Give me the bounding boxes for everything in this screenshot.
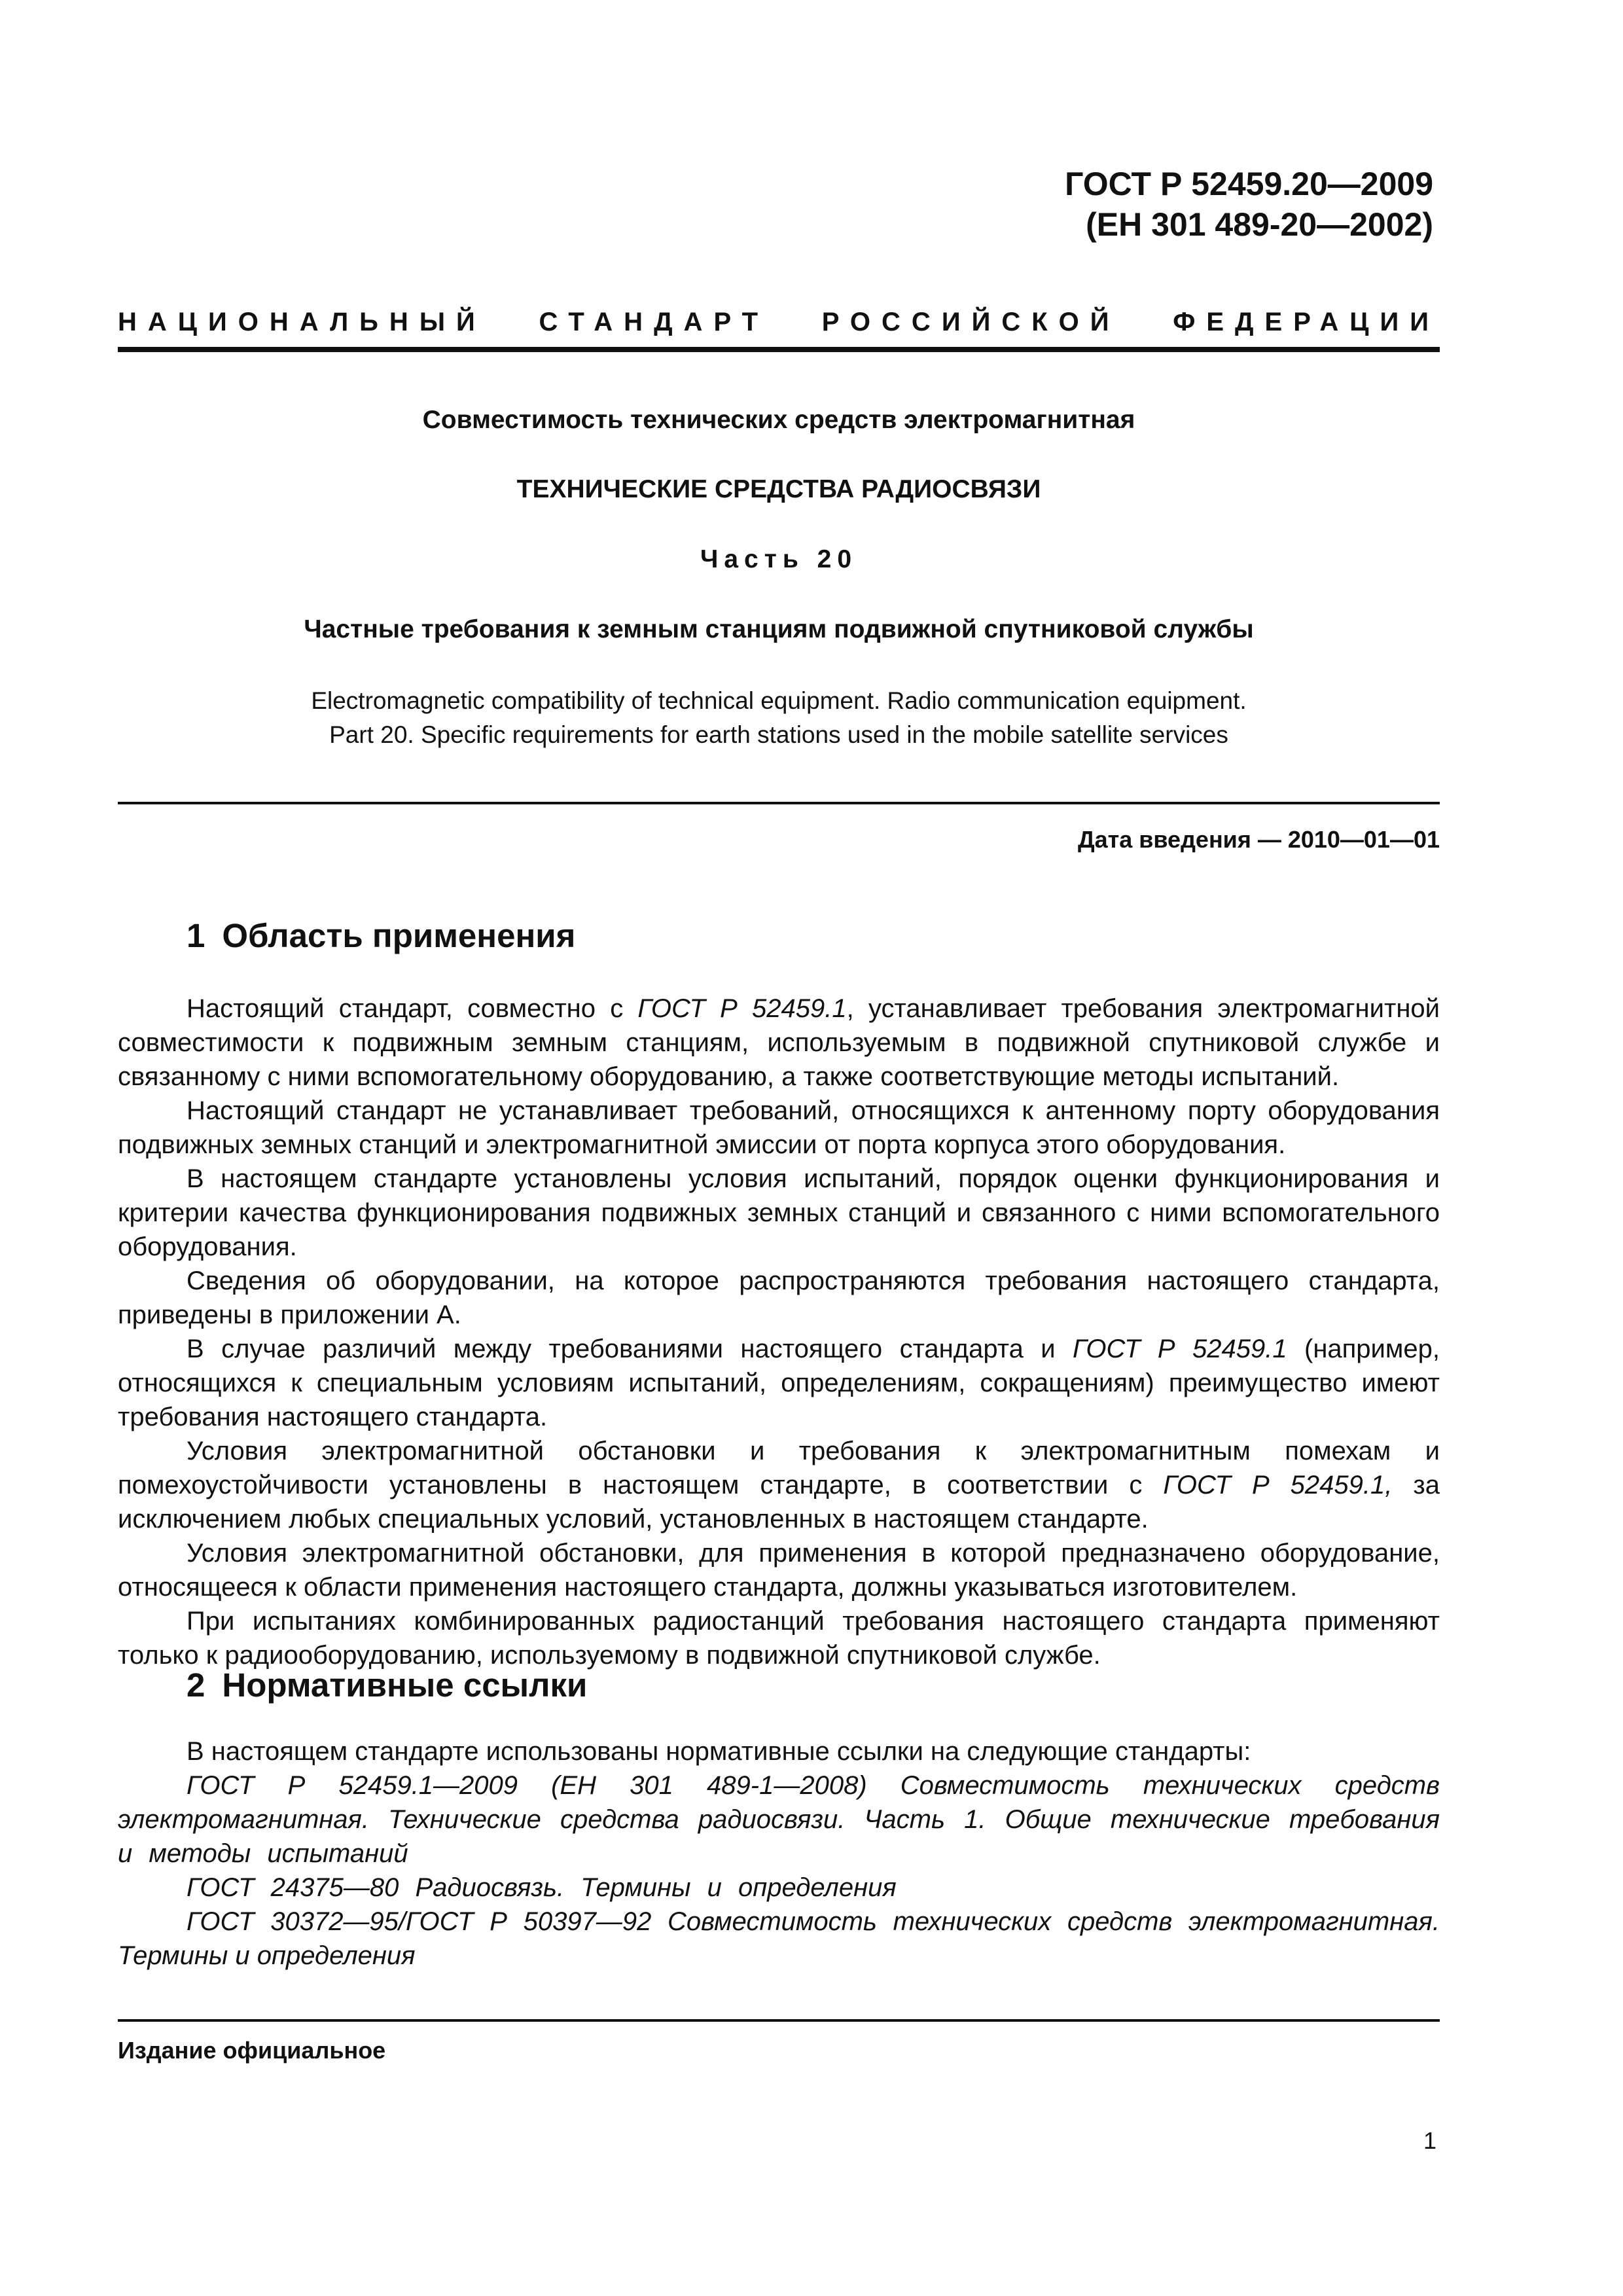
- national-standard-heading: [118, 308, 1440, 337]
- normative-reference: ГОСТ 30372—95/ГОСТ Р 50397—92 Совместимость технических средств электромагнитная. Термины и определения: [118, 1907, 1440, 1970]
- standard-reference: ГОСТ Р 52459.1,: [1163, 1471, 1393, 1499]
- national-word: СТАНДАРТ: [539, 308, 770, 336]
- title-part: Часть 20: [700, 545, 858, 573]
- title-english-line: Part 20. Specific requirements for earth stations used in the mobile satellite services: [329, 721, 1228, 748]
- standard-reference: ГОСТ Р 52459.1: [1072, 1335, 1287, 1363]
- paragraph: В настоящем стандарте использованы нормативные ссылки на следующие стандарты:: [187, 1737, 1251, 1766]
- page-number: 1: [1423, 2127, 1436, 2154]
- normative-reference: ГОСТ 24375—80 Радиосвязь. Термины и определения: [187, 1873, 897, 1902]
- paragraph: При испытаниях комбинированных радиостанций требования настоящего стандарта применяют только к радиооборудованию, используемому в подвижной спутниковой службе.: [118, 1607, 1440, 1670]
- paragraph: Настоящий стандарт, совместно с ГОСТ Р 52459.1, устанавливает требования электромагнитной совместимости к подвижным земным станциям, используемым в подвижной спутниковой службе и связанному с ними вспомогательному оборудованию, а также соответствующие методы испытаний.: [118, 994, 1440, 1091]
- standard-designation: [1065, 164, 1433, 245]
- section-heading: [187, 1666, 587, 1704]
- paragraph: Настоящий стандарт не устанавливает требований, относящихся к антенному порту оборудования подвижных земных станций и электромагнитной эмиссии от порта корпуса этого оборудования.: [118, 1096, 1440, 1159]
- introduction-date: Дата введения — 2010—01—01: [1077, 826, 1440, 853]
- title-rule: [118, 802, 1440, 804]
- national-word: РОССИЙСКОЙ: [821, 308, 1120, 336]
- edition-label: Издание официальное: [118, 2037, 386, 2064]
- title-sub: ТЕХНИЧЕСКИЕ СРЕДСТВА РАДИОСВЯЗИ: [516, 475, 1041, 503]
- title-english-line: Electromagnetic compatibility of technical equipment. Radio communication equipment.: [311, 687, 1247, 714]
- section-heading: [187, 916, 575, 955]
- title-main: Совместимость технических средств электромагнитная: [422, 406, 1135, 434]
- section-body: [118, 992, 1440, 1672]
- title-english: [118, 684, 1440, 752]
- normative-reference: ГОСТ Р 52459.1—2009 (ЕН 301 489-1—2008) Совместимость технических средств электромагнитная. Технические средства радиосвязи. Часть 1. Общие технические требования и методы испытаний: [118, 1771, 1440, 1868]
- paragraph: Условия электромагнитной обстановки, для применения в которой предназначено оборудование, относящееся к области применения настоящего стандарта, должны указываться изготовителем.: [118, 1539, 1440, 1602]
- national-word: НАЦИОНАЛЬНЫЙ: [118, 308, 486, 336]
- paragraph: В настоящем стандарте установлены условия испытаний, порядок оценки функционирования и критерии качества функционирования подвижных земных станций и связанного с ними вспомогательного оборудования.: [118, 1164, 1440, 1261]
- section-number: 2: [187, 1666, 205, 1704]
- paragraph: В случае различий между требованиями настоящего стандарта и ГОСТ Р 52459.1 (например, относящихся к специальным условиям испытаний, определениям, сокращениям) преимущество имеют требования настоящего стандарта.: [118, 1335, 1440, 1431]
- standard-equivalent: (ЕН 301 489-20—2002): [1086, 206, 1433, 243]
- section-number: 1: [187, 917, 205, 954]
- standard-number: ГОСТ Р 52459.20—2009: [1065, 166, 1433, 202]
- paragraph: Условия электромагнитной обстановки и требования к электромагнитным помехам и помехоустойчивости установлены в настоящем стандарте, в соответствии с ГОСТ Р 52459.1, за исключением любых специальных условий, установленных в настоящем стандарте.: [118, 1437, 1440, 1534]
- header-rule: [118, 347, 1440, 352]
- standard-reference: ГОСТ Р 52459.1: [637, 994, 847, 1023]
- section-title: Область применения: [222, 917, 576, 954]
- paragraph: Сведения об оборудовании, на которое распространяются требования настоящего стандарта, приведены в приложении А.: [118, 1266, 1440, 1329]
- national-word: ФЕДЕРАЦИИ: [1173, 308, 1440, 336]
- title-specific: Частные требования к земным станциям подвижной спутниковой службы: [304, 615, 1254, 643]
- section-body: [118, 1734, 1440, 1973]
- section-title: Нормативные ссылки: [222, 1666, 588, 1704]
- footer-rule: [118, 2019, 1440, 2022]
